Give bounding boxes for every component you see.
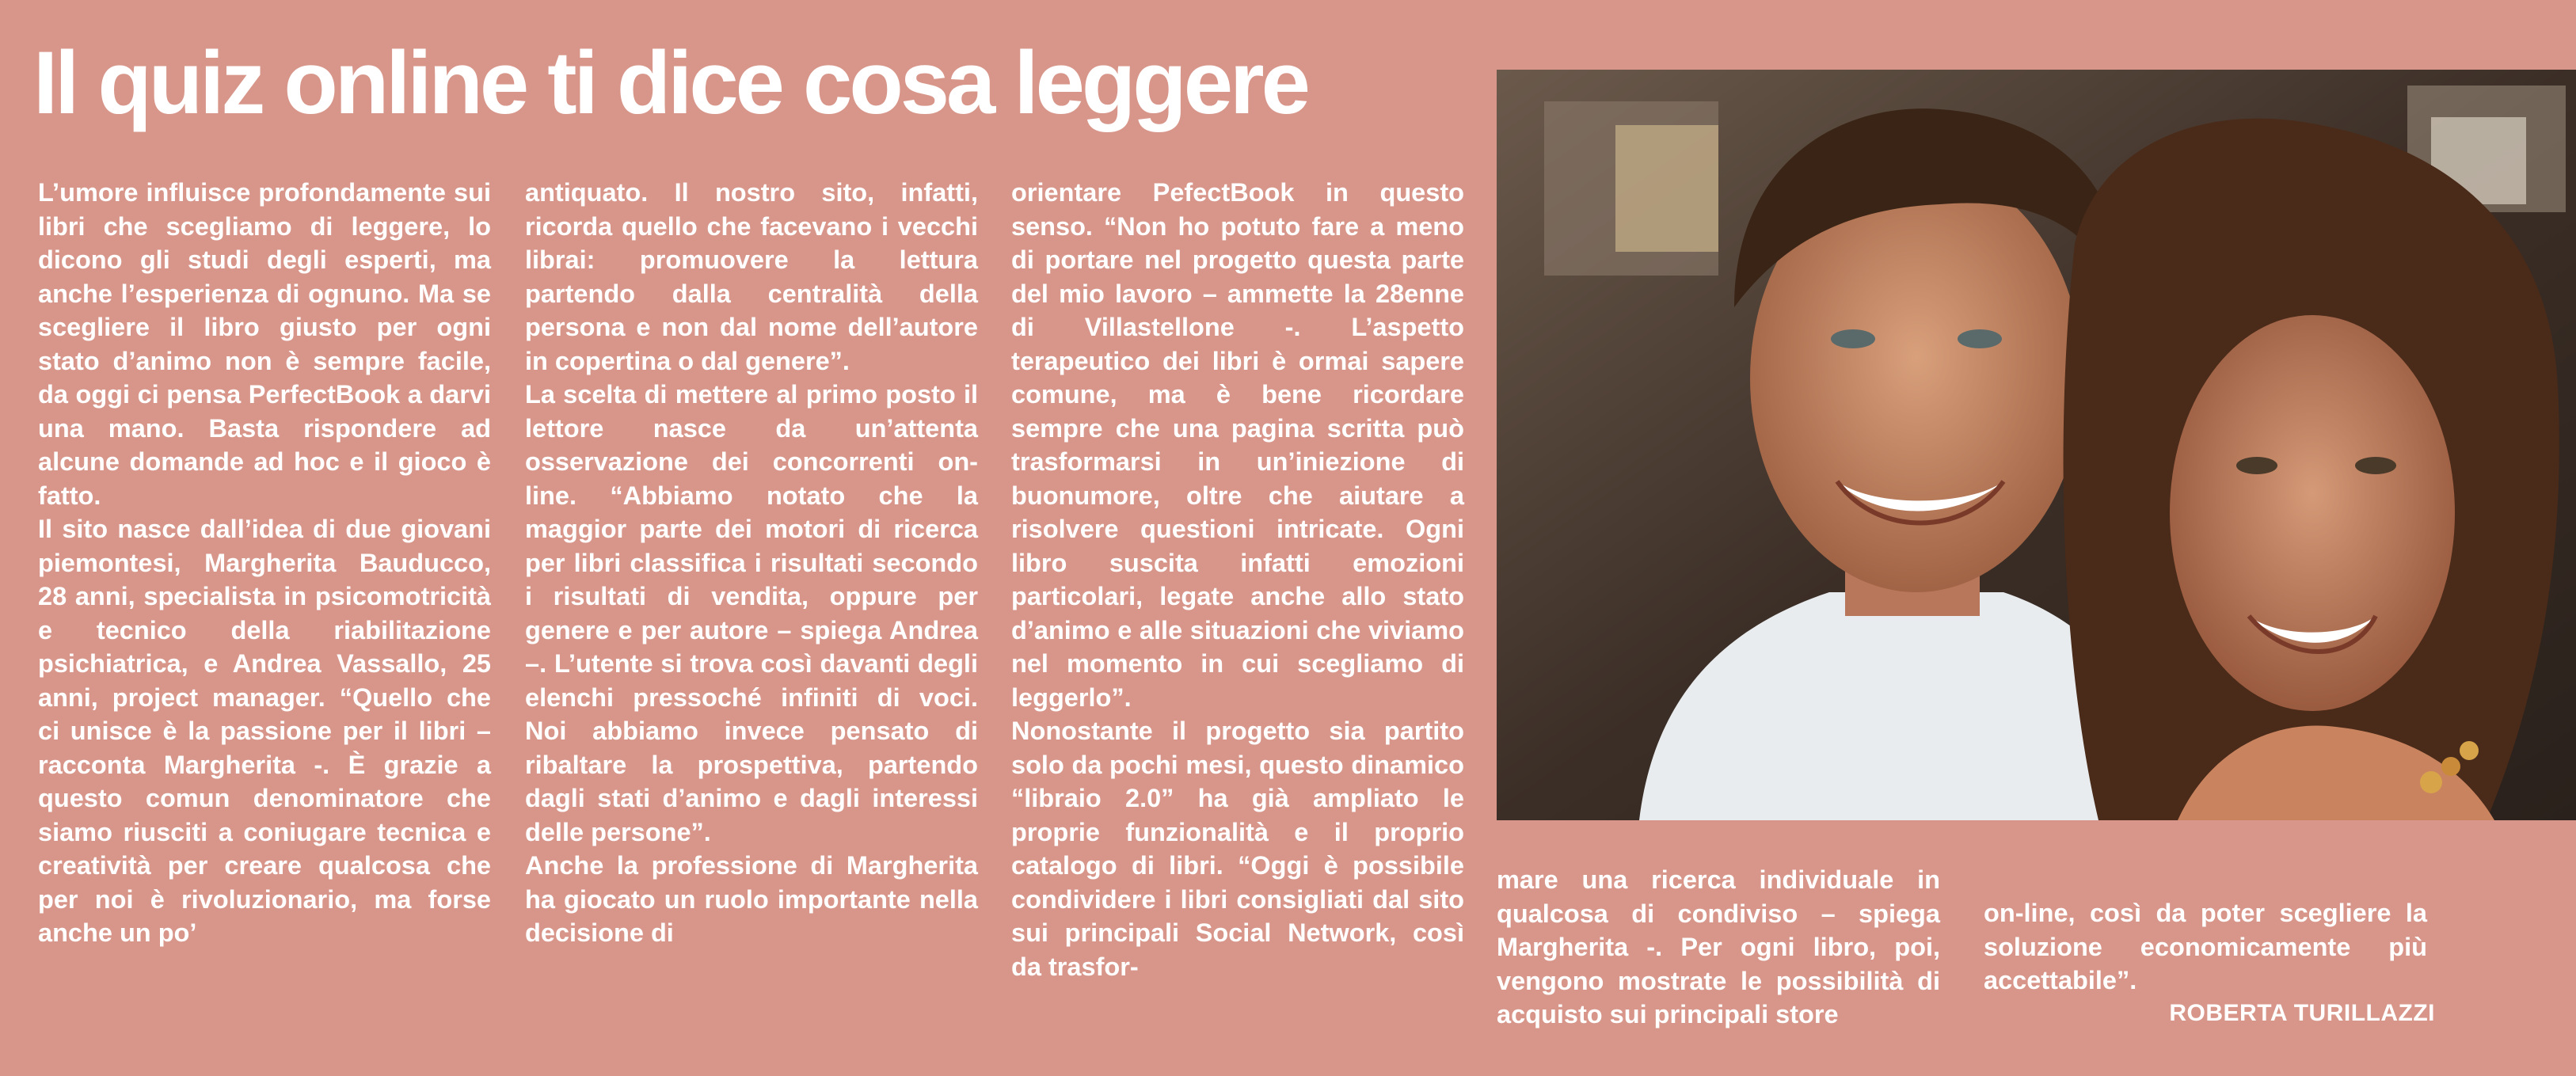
article-column-2: [525, 176, 978, 950]
paragraph: antiquato. Il nostro sito, infatti, ricorda quello che facevano i vecchi librai: promuovere la lettura partendo dalla centralità della persona e non dal nome dell’autore in copertina o dal genere”.: [525, 178, 978, 375]
paragraph: Il sito nasce dall’idea di due giovani piemontesi, Margherita Bauducco, 28 anni, specialista in psicomotricità e tecnico della riabilitazione psichiatrica, e Andrea Vassallo, 25 anni, project manager. “Quello che ci unisce è la passione per il libri – racconta Margherita -. È grazie a questo comun denominatore che siamo riusciti a coniugare tecnica e creatività per creare qualcosa che per noi è rivoluzionario, ma forse anche un po’: [38, 515, 491, 947]
paragraph: mare una ricerca individuale in qualcosa di condiviso – spiega Margherita -. Per ogni libro, poi, vengono mostrate le possibilità di acquisto sui principali store: [1497, 865, 1940, 1028]
article-column-4: [1497, 863, 1940, 1032]
paragraph: orientare PefectBook in questo senso. “Non ho potuto fare a meno di portare nel progetto questa parte del mio lavoro – ammette la 28enne di Villastellone -. L’aspetto terapeutico dei libri è ormai sapere comune, ma è bene ricordare sempre che una pagina scritta può trasformarsi in un’iniezione di buonumore, oltre che aiutare a risolvere questioni intricate. Ogni libro suscita infatti emozioni particolari, legate anche allo stato d’animo e alle situazioni che viviamo nel momento in cui scegliamo di leggerlo”.: [1011, 178, 1464, 712]
paragraph: Nonostante il progetto sia partito solo da pochi mesi, questo dinamico “libraio 2.0” ha già ampliato le proprie funzionalità e il proprio catalogo di libri. “Oggi è possibile condividere i libri consigliati dal sito sui principali Social Network, così da trasfor-: [1011, 717, 1464, 981]
article-column-5: [1984, 896, 2427, 998]
paragraph: L’umore influisce profondamente sui libri che scegliamo di leggere, lo dicono gli studi degli esperti, ma anche l’esperienza di ognuno. Ma se scegliere il libro giusto per ogni stato d’animo non è sempre facile, da oggi ci pensa PerfectBook a darvi una mano. Basta rispondere ad alcune domande ad hoc e il gioco è fatto.: [38, 178, 491, 510]
paragraph: Anche la professione di Margherita ha giocato un ruolo importante nella decisione di: [525, 851, 978, 947]
paragraph: La scelta di mettere al primo posto il lettore nasce da un’attenta osservazione dei concorrenti on-line. “Abbiamo notato che la maggior parte dei motori di ricerca per libri classifica i risultati secondo i risultati di vendita, oppure per genere e per autore – spiega Andrea –. L’utente si trova così davanti degli elenchi pressoché infiniti di voci. Noi abbiamo invece pensato di ribaltare la prospettiva, partendo dagli stati d’animo e dagli interessi delle persone”.: [525, 380, 978, 846]
author-byline: ROBERTA TURILLAZZI: [2169, 1000, 2435, 1026]
photo-couple: [1497, 70, 2576, 820]
photo-illustration: [1497, 70, 2576, 820]
article-column-1: [38, 176, 491, 950]
headline: Il quiz online ti dice cosa leggere: [33, 33, 1307, 132]
paragraph: on-line, così da poter scegliere la soluzione economicamente più accettabile”.: [1984, 899, 2427, 994]
article-column-3: [1011, 176, 1464, 983]
